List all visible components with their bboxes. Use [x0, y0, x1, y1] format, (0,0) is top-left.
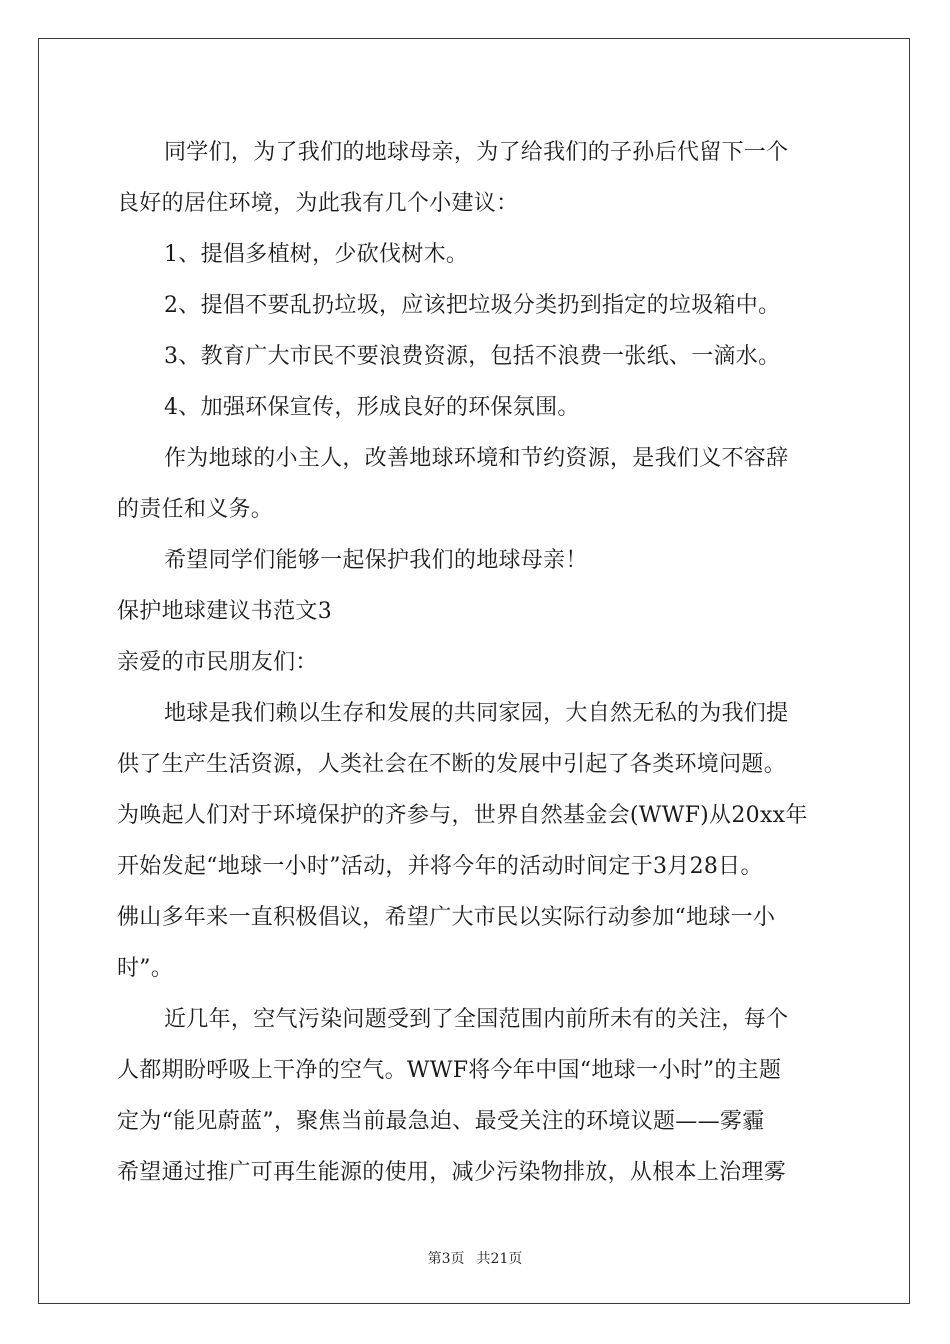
paragraph-line: 人都期盼呼吸上干净的空气。WWF将今年中国“地球一小时”的主题 — [117, 1058, 782, 1083]
paragraph-line: 定为“能见蔚蓝”，聚焦当前最急迫、最受关注的环境议题——雾霾 — [117, 1109, 765, 1134]
paragraph-line: 佛山多年来一直积极倡议，希望广大市民以实际行动参加“地球一小 — [117, 905, 776, 930]
list-item: 4、加强环保宣传，形成良好的环保氛围。 — [164, 395, 580, 420]
list-item: 1、提倡多植树，少砍伐树木。 — [164, 242, 469, 267]
paragraph-line: 希望通过推广可再生能源的使用，减少污染物排放，从根本上治理雾 — [117, 1160, 787, 1185]
list-item: 2、提倡不要乱扔垃圾，应该把垃圾分类扔到指定的垃圾箱中。 — [164, 293, 781, 318]
paragraph-line: 供了生产生活资源，人类社会在不断的发展中引起了各类环境问题。 — [117, 752, 787, 777]
paragraph-line: 地球是我们赖以生存和发展的共同家园，大自然无私的为我们提 — [164, 701, 789, 726]
document-body — [117, 127, 837, 1198]
paragraph-line: 同学们，为了我们的地球母亲，为了给我们的子孙后代留下一个 — [164, 140, 789, 165]
page-number-current: 第3页 — [427, 1251, 465, 1267]
paragraph-line: 时”。 — [117, 956, 174, 981]
paragraph-line: 希望同学们能够一起保护我们的地球母亲！ — [164, 548, 588, 573]
paragraph-line: 的责任和义务。 — [117, 497, 274, 522]
paragraph-line: 开始发起“地球一小时”活动，并将今年的活动时间定于3月28日。 — [117, 854, 763, 879]
salutation: 亲爱的市民朋友们： — [117, 650, 318, 675]
page-number-total: 共21页 — [476, 1251, 523, 1267]
paragraph-line: 作为地球的小主人，改善地球环境和节约资源，是我们义不容辞 — [164, 446, 789, 471]
page-footer — [0, 1248, 950, 1268]
paragraph-line: 良好的居住环境，为此我有几个小建议： — [117, 191, 519, 216]
list-item: 3、教育广大市民不要浪费资源，包括不浪费一张纸、一滴水。 — [164, 344, 781, 369]
section-title: 保护地球建议书范文3 — [117, 599, 332, 624]
paragraph-line: 近几年，空气污染问题受到了全国范围内前所未有的关注，每个 — [164, 1007, 789, 1032]
paragraph-line: 为唤起人们对于环境保护的齐参与，世界自然基金会(WWF)从20xx年 — [117, 803, 808, 828]
